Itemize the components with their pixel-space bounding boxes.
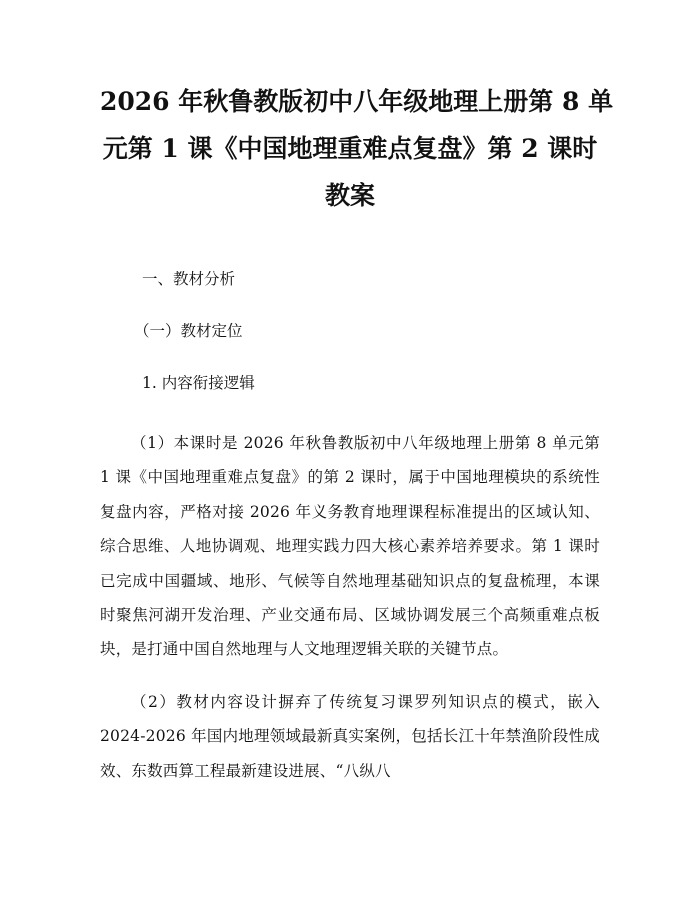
paragraph-1: （1）本课时是 2026 年秋鲁教版初中八年级地理上册第 8 单元第 1 课《中国地理重难点复盘》的第 2 课时，属于中国地理模块的系统性复盘内容，严格对接 2026 年义务教育地理课程标准提出的区域认知、综合思维、人地协调观、地理实践力四大核心素养培养要求。第 1 课时已完成中国疆域、地形、气候等自然地理基础知识点的复盘梳理，本课时聚焦河湖开发治理、产业交通布局、区域协调发展三个高频重难点板块，是打通中国自然地理与人文地理逻辑关联的关键节点。 [100,434,600,659]
title-line-2: 元第 1 课《中国地理重难点复盘》第 2 课时 [102,134,598,163]
title-line-3: 教案 [324,181,375,210]
title-line-1: 2026 年秋鲁教版初中八年级地理上册第 8 单 [100,87,614,116]
paragraph-2: （2）教材内容设计摒弃了传统复习课罗列知识点的模式，嵌入 2024-2026 年国内地理领域最新真实案例，包括长江十年禁渔阶段性成效、东数西算工程最新建设进展、“八纵八 [100,692,600,780]
item-heading: 1. 内容衔接逻辑 [142,374,255,392]
subsection-heading: （一）教材定位 [134,322,243,340]
document-title [100,78,614,219]
section-heading: 一、教材分析 [142,270,236,288]
